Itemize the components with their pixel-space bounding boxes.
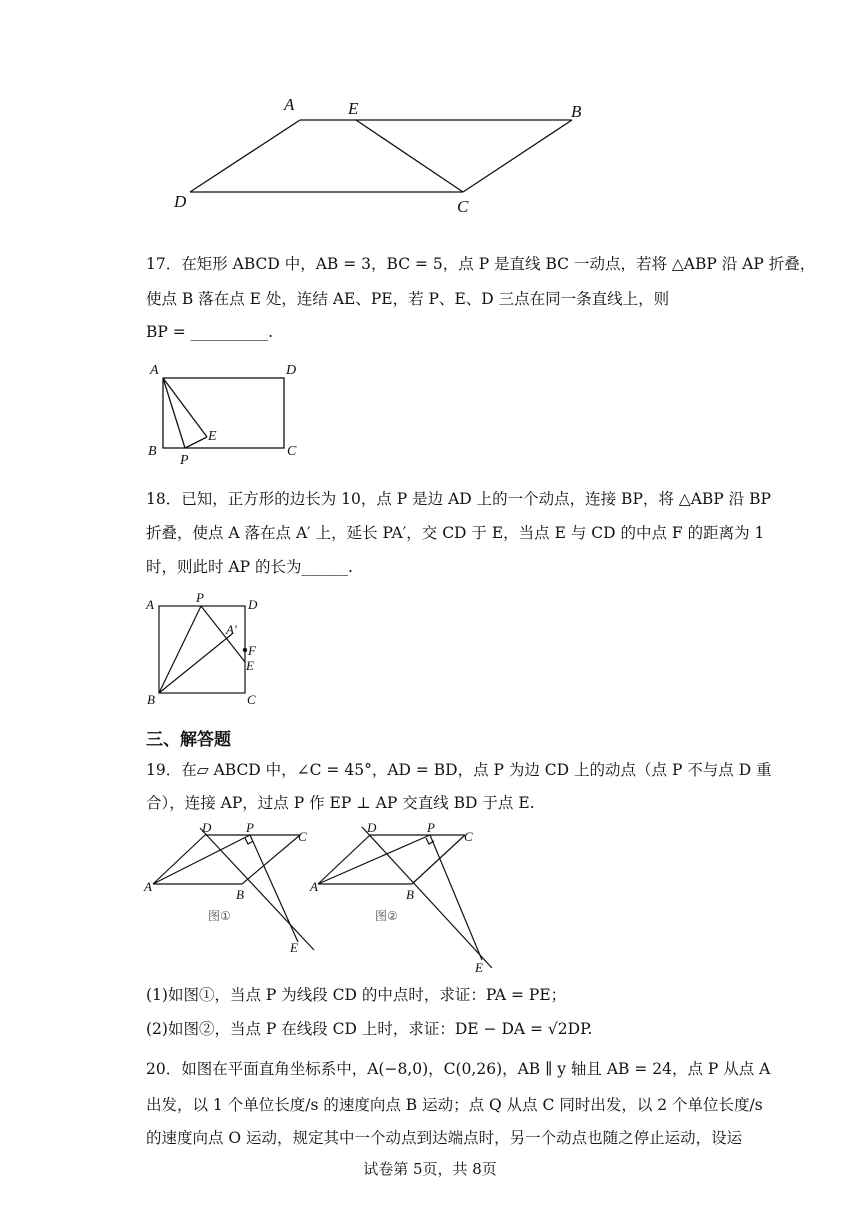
label-D: D bbox=[202, 820, 212, 835]
figure-q16-svg bbox=[160, 90, 600, 220]
figure-q19-2-svg bbox=[308, 818, 498, 978]
figure-q19-1 bbox=[140, 818, 320, 962]
figure-q16 bbox=[160, 90, 600, 224]
label-C: C bbox=[298, 829, 307, 844]
q18-line1: 18．已知，正方形的边长为 10，点 P 是边 AD 上的一个动点，连接 BP，将 △ABP 沿 BP bbox=[146, 490, 771, 508]
label-E: E bbox=[348, 99, 359, 118]
q19-part2: (2)如图②，当点 P 在线段 CD 上时，求证：DE − DA = √2DP. bbox=[146, 1020, 593, 1038]
label-A: A bbox=[284, 95, 295, 114]
label-B: B bbox=[148, 444, 157, 459]
figure-caption: 图① bbox=[208, 909, 231, 923]
q19-line1: 19．在▱ ABCD 中，∠C = 45°，AD = BD，点 P 为边 CD 上的动点（点 P 不与点 D 重 bbox=[146, 761, 772, 779]
label-A: A bbox=[146, 597, 154, 612]
point-F bbox=[243, 648, 247, 652]
q17-line3: BP = __________. bbox=[146, 323, 274, 341]
label-D: D bbox=[248, 597, 258, 612]
q20-line1: 20．如图在平面直角坐标系中，A(−8,0)，C(0,26)，AB ∥ y 轴且 AB = 24，点 P 从点 A bbox=[146, 1060, 771, 1078]
label-A: A bbox=[310, 879, 318, 894]
figure-q19-2 bbox=[308, 818, 498, 982]
label-B: B bbox=[571, 102, 582, 121]
q20-line2: 出发，以 1 个单位长度/s 的速度向点 B 运动；点 Q 从点 C 同时出发，以 2 个单位长度/s bbox=[146, 1096, 763, 1114]
page-footer: 试卷第 5页，共 8页 bbox=[363, 1160, 497, 1178]
q20-line3: 的速度向点 O 运动，规定其中一个动点到达端点时，另一个动点也随之停止运动，设运 bbox=[146, 1129, 743, 1147]
q17-line2: 使点 B 落在点 E 处，连结 AE、PE，若 P、E、D 三点在同一条直线上，则 bbox=[146, 290, 670, 308]
label-B: B bbox=[236, 887, 244, 902]
figure-q17-svg bbox=[145, 360, 305, 470]
label-D: D bbox=[367, 820, 377, 835]
figure-caption: 图② bbox=[375, 909, 398, 923]
label-A: A bbox=[144, 879, 152, 894]
label-P: P bbox=[180, 453, 189, 468]
label-C: C bbox=[287, 444, 297, 459]
label-A: A bbox=[150, 363, 159, 378]
q19-line2: 合），连接 AP，过点 P 作 EP ⊥ AP 交直线 BD 于点 E. bbox=[146, 794, 535, 812]
label-P: P bbox=[427, 820, 435, 835]
label-D: D bbox=[286, 363, 297, 378]
label-F: F bbox=[248, 643, 256, 658]
label-P: P bbox=[246, 820, 254, 835]
label-B: B bbox=[406, 887, 414, 902]
figure-q18 bbox=[140, 590, 270, 714]
q18-line2: 折叠，使点 A 落在点 A′ 上，延长 PA′，交 CD 于 E，当点 E 与 CD 的中点 F 的距离为 1 bbox=[146, 524, 765, 542]
figure-q19-1-svg bbox=[140, 818, 320, 958]
label-P: P bbox=[196, 590, 204, 605]
label-E: E bbox=[475, 960, 483, 975]
label-E: E bbox=[208, 429, 217, 444]
figure-q18-svg bbox=[140, 590, 270, 710]
q17-line1: 17．在矩形 ABCD 中，AB = 3，BC = 5，点 P 是直线 BC 一动点，若将 △ABP 沿 AP 折叠， bbox=[146, 255, 816, 273]
q19-part1: (1)如图①，当点 P 为线段 CD 的中点时，求证：PA = PE； bbox=[146, 986, 567, 1004]
q18-line3: 时，则此时 AP 的长为______. bbox=[146, 558, 353, 576]
label-E: E bbox=[246, 658, 254, 673]
label-C: C bbox=[464, 829, 473, 844]
label-E: E bbox=[290, 940, 298, 955]
label-C: C bbox=[457, 197, 469, 216]
label-D: D bbox=[174, 192, 187, 211]
label-B: B bbox=[147, 692, 155, 707]
figure-q17 bbox=[145, 360, 305, 474]
label-A-prime: A′ bbox=[226, 622, 237, 637]
section-title: 三、解答题 bbox=[146, 730, 231, 750]
label-C: C bbox=[247, 692, 256, 707]
